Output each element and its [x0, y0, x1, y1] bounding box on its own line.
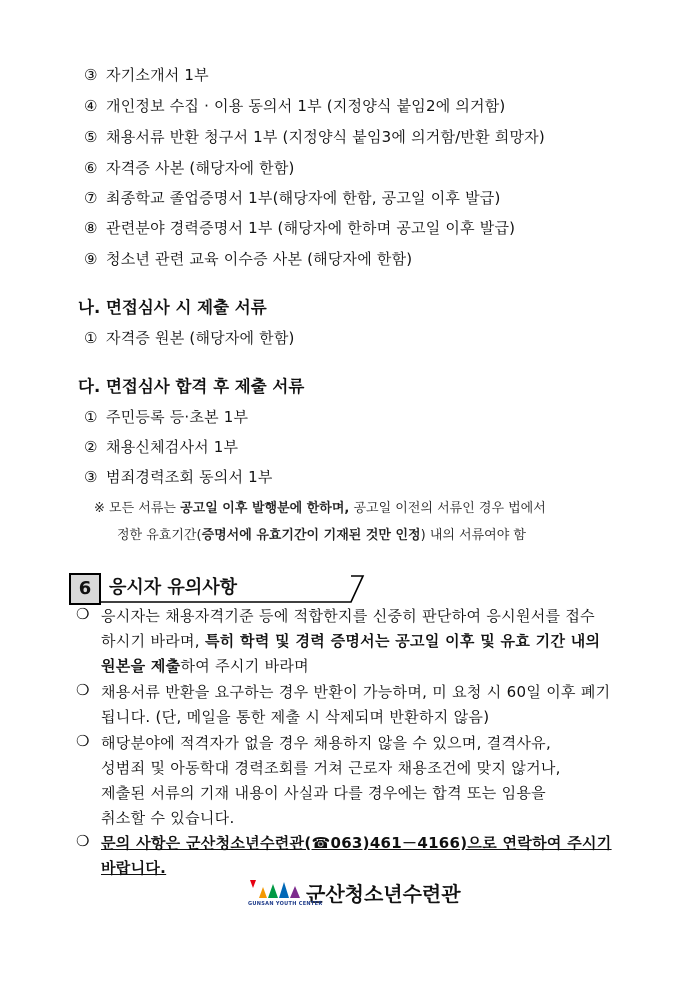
logo-name: 군산청소년수련관 [306, 882, 461, 906]
list-item: ③ 자기소개서 1부 [84, 66, 209, 84]
notice-3-line-2: 성범죄 및 아동학대 경력조회를 거쳐 근로자 채용조건에 맞지 않거나, [101, 759, 561, 777]
logo-subtitle: GUNSAN YOUTH CENTER [248, 901, 323, 907]
list-item: ① 자격증 원본 (해당자에 한함) [84, 329, 295, 347]
list-item: ⑤ 채용서류 반환 청구서 1부 (지정양식 붙임3에 의거함/반환 희망자) [84, 128, 545, 146]
list-item: ⑥ 자격증 사본 (해당자에 한함) [84, 159, 295, 177]
section-heading-interview-docs: 나. 면접심사 시 제출 서류 [78, 298, 267, 317]
notice-2-line-1: 채용서류 반환을 요구하는 경우 반환이 가능하며, 미 요청 시 60일 이후 폐기 [101, 683, 611, 701]
list-item: ③ 범죄경력조회 동의서 1부 [84, 468, 273, 486]
list-item: ② 채용신체검사서 1부 [84, 438, 239, 456]
organization-logo [248, 878, 461, 908]
section-heading-pass-docs: 다. 면접심사 합격 후 제출 서류 [78, 377, 305, 396]
list-item: ⑨ 청소년 관련 교육 이수증 사본 (해당자에 한함) [84, 250, 413, 268]
notice-3-line-3: 제출된 서류의 기재 내용이 사실과 다를 경우에는 합격 또는 임용을 [101, 784, 546, 802]
notice-1-line-2: 하시기 바라며, 특히 학력 및 경력 증명서는 공고일 이후 및 유효 기간 내의 [101, 632, 601, 650]
bullet-icon: ❍ [76, 832, 90, 850]
notice-2-line-2: 됩니다. (단, 메일을 통한 제출 시 삭제되며 반환하지 않음) [101, 708, 490, 726]
list-item: ① 주민등록 등·초본 1부 [84, 408, 249, 426]
notice-3-line-4: 취소할 수 있습니다. [101, 809, 235, 827]
bullet-icon: ❍ [76, 681, 90, 699]
list-item: ⑦ 최종학교 졸업증명서 1부(해당자에 한함, 공고일 이후 발급) [84, 189, 501, 207]
section-number-badge: 6 [69, 573, 101, 605]
logo-mark-icon [248, 878, 302, 900]
note-line-1: ※ 모든 서류는 공고일 이후 발행분에 한하며, 공고일 이전의 서류인 경우 법에서 [94, 501, 546, 516]
notice-4-line-1: 문의 사항은 군산청소년수련관(☎063)461－4166)으로 연락하여 주시기 [101, 834, 612, 852]
notice-3-line-1: 해당분야에 적격자가 없을 경우 채용하지 않을 수 있으며, 결격사유, [101, 734, 552, 752]
notice-4-line-2: 바랍니다. [101, 859, 167, 877]
bullet-icon: ❍ [76, 605, 90, 623]
note-mark: ※ [94, 501, 105, 516]
note-line-2: 정한 유효기간(증명서에 유효기간이 기재된 것만 인정) 내의 서류여야 함 [117, 528, 526, 543]
list-item: ④ 개인정보 수집 · 이용 동의서 1부 (지정양식 붙임2에 의거함) [84, 97, 506, 115]
section-title: 응시자 유의사항 [109, 577, 237, 598]
bullet-icon: ❍ [76, 732, 90, 750]
notice-1-line-3: 원본을 제출하여 주시기 바라며 [101, 657, 309, 675]
list-item: ⑧ 관련분야 경력증명서 1부 (해당자에 한하며 공고일 이후 발급) [84, 219, 516, 237]
notice-1-line-1: 응시자는 채용자격기준 등에 적합한지를 신중히 판단하여 응시원서를 접수 [101, 607, 595, 625]
